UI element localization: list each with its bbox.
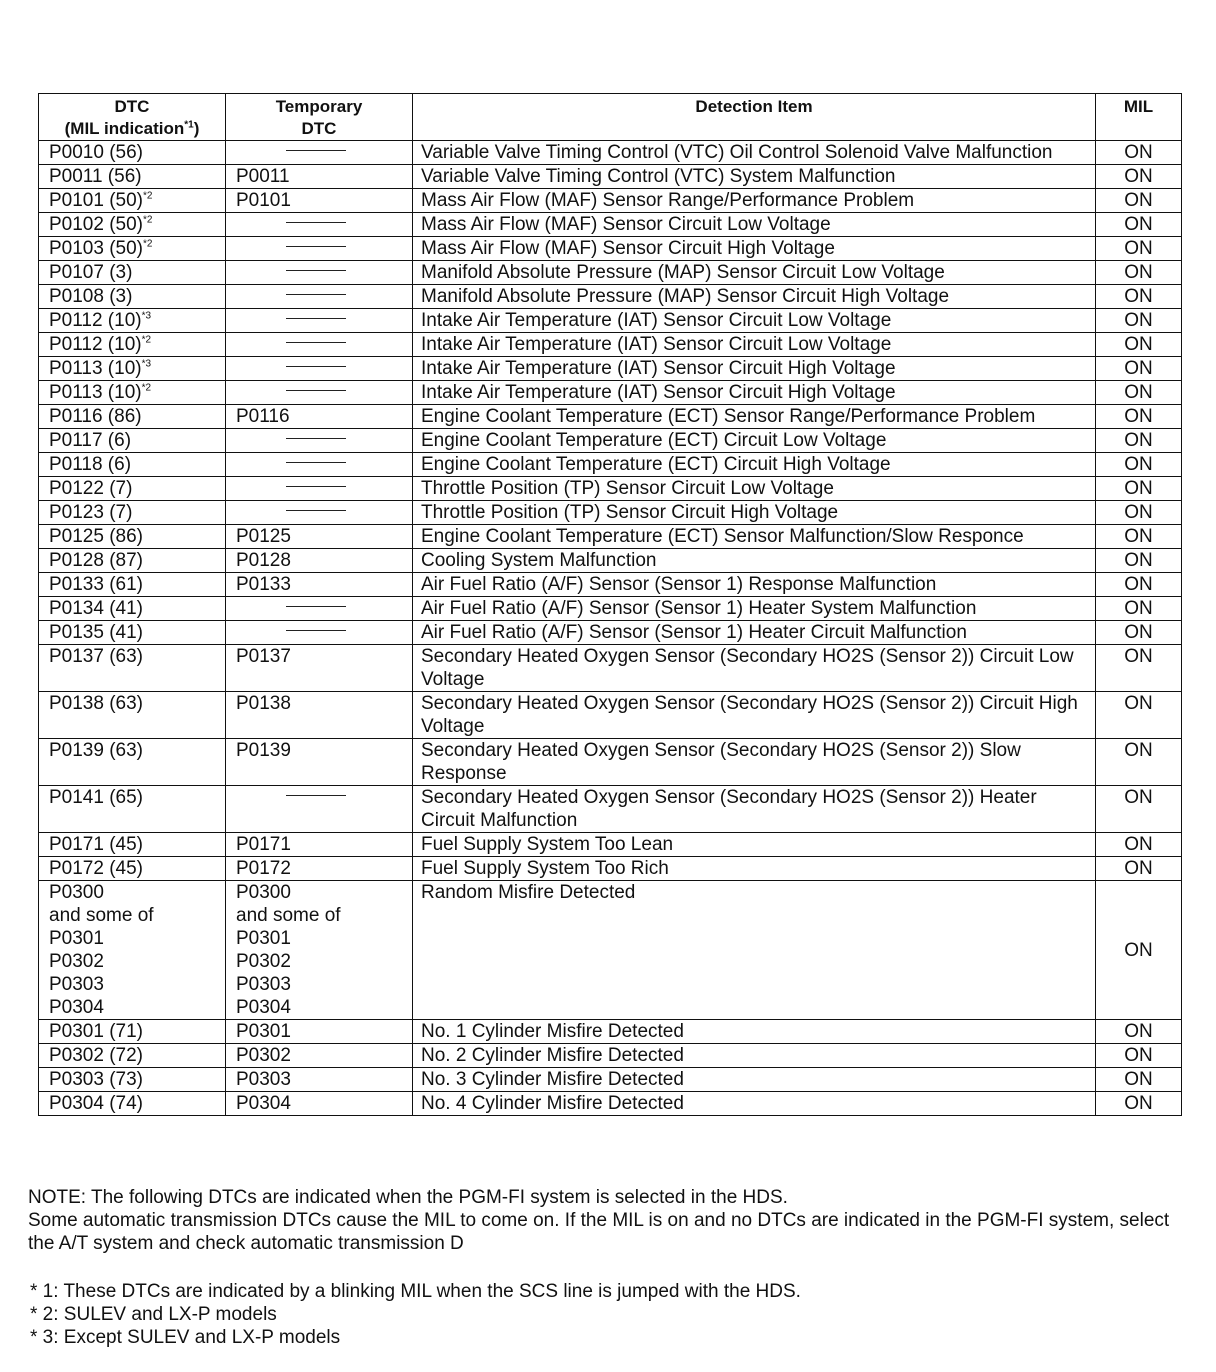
temporary-dtc-cell [226,645,413,692]
dtc-code: P0138 (63) [49,693,144,714]
temporary-dtc-code: P0171 [236,834,291,855]
no-temporary-dtc-dash [286,318,346,319]
note-line-1: NOTE: The following DTCs are indicated when the PGM-FI system is selected in the HDS. [28,1187,788,1208]
detection-item-cell: Engine Coolant Temperature (ECT) Sensor Malfunction/Slow Responce [413,525,1096,549]
no-temporary-dtc-dash [286,462,346,463]
dtc-cell [39,857,226,881]
header-dtc-superscript: *1 [184,119,194,131]
header-dtc [39,94,226,141]
temporary-dtc-code: P0302 [236,1045,291,1066]
detection-item-cell: Variable Valve Timing Control (VTC) System Malfunction [413,165,1096,189]
detection-item-cell: Mass Air Flow (MAF) Sensor Range/Performance Problem [413,189,1096,213]
dtc-cell [39,1020,226,1044]
dtc-code: P0300 and some of P0301 P0302 P0303 P0304 [49,882,154,1018]
temporary-dtc-cell [226,857,413,881]
table-row [39,381,1182,405]
detection-item-cell: Secondary Heated Oxygen Sensor (Secondary HO2S (Sensor 2)) Circuit High Voltage [413,692,1096,739]
table-row [39,573,1182,597]
dtc-code: P0139 (63) [49,740,144,761]
dtc-code: P0117 (6) [49,430,132,451]
table-row [39,357,1182,381]
dtc-code: P0172 (45) [49,858,144,879]
mil-status-cell: ON [1096,309,1182,333]
no-temporary-dtc-dash [286,606,346,607]
dtc-superscript: *3 [141,310,152,322]
header-dtc-line1: DTC [114,97,150,116]
dtc-code: P0108 (3) [49,286,133,307]
detection-item-cell: No. 2 Cylinder Misfire Detected [413,1044,1096,1068]
footnote-3: * 3: Except SULEV and LX-P models [30,1327,341,1348]
table-body [39,141,1182,1116]
footnotes [30,1280,1200,1349]
detection-item-cell: Manifold Absolute Pressure (MAP) Sensor Circuit High Voltage [413,285,1096,309]
table-row [39,141,1182,165]
header-dtc-line2-text: (MIL indication [64,119,185,138]
dtc-cell [39,213,226,237]
dtc-cell [39,786,226,833]
mil-status-cell: ON [1096,857,1182,881]
detection-item-cell: Air Fuel Ratio (A/F) Sensor (Sensor 1) Heater System Malfunction [413,597,1096,621]
dtc-cell [39,501,226,525]
dtc-cell [39,477,226,501]
dtc-cell [39,381,226,405]
no-temporary-dtc-dash [286,438,346,439]
temporary-dtc-cell [226,597,413,621]
no-temporary-dtc-dash [286,630,346,631]
temporary-dtc-cell [226,141,413,165]
dtc-cell [39,573,226,597]
temporary-dtc-cell [226,1092,413,1116]
footnote-2: * 2: SULEV and LX-P models [30,1304,277,1325]
table-row [39,621,1182,645]
no-temporary-dtc-dash [286,366,346,367]
mil-status-cell: ON [1096,786,1182,833]
temporary-dtc-cell [226,237,413,261]
detection-item-cell: Throttle Position (TP) Sensor Circuit High Voltage [413,501,1096,525]
temporary-dtc-cell [226,501,413,525]
dtc-code: P0171 (45) [49,834,144,855]
table-row [39,525,1182,549]
dtc-cell [39,645,226,692]
detection-item-cell: No. 3 Cylinder Misfire Detected [413,1068,1096,1092]
dtc-code: P0135 (41) [49,622,144,643]
table-row [39,786,1182,833]
temporary-dtc-cell [226,285,413,309]
mil-status-cell: ON [1096,165,1182,189]
dtc-cell [39,189,226,213]
dtc-cell [39,429,226,453]
no-temporary-dtc-dash [286,486,346,487]
no-temporary-dtc-dash [286,150,346,151]
mil-status-cell: ON [1096,477,1182,501]
temporary-dtc-cell [226,525,413,549]
mil-status-cell: ON [1096,237,1182,261]
detection-item-cell: Intake Air Temperature (IAT) Sensor Circuit High Voltage [413,357,1096,381]
mil-status-cell: ON [1096,381,1182,405]
dtc-code: P0303 (73) [49,1069,144,1090]
dtc-cell [39,357,226,381]
dtc-superscript: *3 [141,358,152,370]
header-mil: MIL [1096,94,1182,141]
temporary-dtc-code: P0138 [236,693,291,714]
detection-item-cell: No. 4 Cylinder Misfire Detected [413,1092,1096,1116]
table-row [39,1068,1182,1092]
dtc-cell [39,549,226,573]
mil-status-cell: ON [1096,261,1182,285]
temporary-dtc-cell [226,621,413,645]
detection-item-cell: Mass Air Flow (MAF) Sensor Circuit High Voltage [413,237,1096,261]
temporary-dtc-cell [226,165,413,189]
temporary-dtc-cell [226,477,413,501]
detection-item-cell: Engine Coolant Temperature (ECT) Circuit High Voltage [413,453,1096,477]
mil-status-cell: ON [1096,453,1182,477]
dtc-cell [39,621,226,645]
dtc-code: P0128 (87) [49,550,144,571]
dtc-superscript: *2 [143,238,153,250]
dtc-code: P0302 (72) [49,1045,144,1066]
dtc-superscript: *2 [141,382,152,394]
dtc-cell [39,881,226,1020]
dtc-code: P0122 (7) [49,478,133,499]
detection-item-cell: No. 1 Cylinder Misfire Detected [413,1020,1096,1044]
table-row [39,213,1182,237]
table-row [39,1092,1182,1116]
temporary-dtc-cell [226,261,413,285]
mil-status-cell: ON [1096,1020,1182,1044]
dtc-cell [39,165,226,189]
table-header-row [39,94,1182,141]
dtc-cell [39,405,226,429]
mil-status-cell: ON [1096,1092,1182,1116]
dtc-cell [39,597,226,621]
table-row [39,549,1182,573]
dtc-superscript: *2 [143,214,153,226]
mil-status-cell: ON [1096,597,1182,621]
table-row [39,405,1182,429]
dtc-cell [39,739,226,786]
temporary-dtc-code: P0101 [236,190,291,211]
header-temporary-line2: DTC [301,119,337,138]
table-row [39,261,1182,285]
dtc-code: P0103 (50) [49,238,144,259]
temporary-dtc-cell [226,549,413,573]
temporary-dtc-code: P0300 and some of P0301 P0302 P0303 P0304 [236,882,341,1018]
detection-item-cell: Fuel Supply System Too Lean [413,833,1096,857]
temporary-dtc-cell [226,573,413,597]
temporary-dtc-cell [226,381,413,405]
table-row [39,597,1182,621]
dtc-cell [39,833,226,857]
no-temporary-dtc-dash [286,270,346,271]
temporary-dtc-cell [226,453,413,477]
table-row [39,501,1182,525]
detection-item-cell: Engine Coolant Temperature (ECT) Circuit Low Voltage [413,429,1096,453]
dtc-table [38,93,1182,1116]
temporary-dtc-cell [226,357,413,381]
detection-item-cell: Variable Valve Timing Control (VTC) Oil Control Solenoid Valve Malfunction [413,141,1096,165]
dtc-cell [39,285,226,309]
mil-status-cell: ON [1096,141,1182,165]
temporary-dtc-cell [226,786,413,833]
mil-status-cell: ON [1096,573,1182,597]
table-row [39,285,1182,309]
mil-status-cell: ON [1096,357,1182,381]
detection-item-cell: Intake Air Temperature (IAT) Sensor Circuit Low Voltage [413,309,1096,333]
no-temporary-dtc-dash [286,510,346,511]
dtc-code: P0112 (10) [49,310,142,331]
detection-item-cell: Secondary Heated Oxygen Sensor (Secondary HO2S (Sensor 2)) Slow Response [413,739,1096,786]
mil-status-cell: ON [1096,621,1182,645]
table-row [39,1020,1182,1044]
mil-status-cell: ON [1096,285,1182,309]
temporary-dtc-cell [226,189,413,213]
table-row [39,881,1182,1020]
dtc-cell [39,1044,226,1068]
mil-status-cell: ON [1096,1044,1182,1068]
mil-status-cell: ON [1096,429,1182,453]
table-row [39,333,1182,357]
dtc-code: P0301 (71) [49,1021,144,1042]
table-row [39,237,1182,261]
table-row [39,189,1182,213]
mil-status-cell: ON [1096,1068,1182,1092]
dtc-code: P0134 (41) [49,598,144,619]
detection-item-cell: Air Fuel Ratio (A/F) Sensor (Sensor 1) Response Malfunction [413,573,1096,597]
detection-item-cell: Cooling System Malfunction [413,549,1096,573]
temporary-dtc-code: P0301 [236,1021,291,1042]
temporary-dtc-cell [226,333,413,357]
note-line-2: Some automatic transmission DTCs cause the MIL to come on. If the MIL is on and no DTCs are indicated in the PGM-FI system, select the A/T system and check automatic transmission D [28,1210,1170,1254]
note-block [28,1186,1198,1255]
detection-item-cell: Intake Air Temperature (IAT) Sensor Circuit High Voltage [413,381,1096,405]
table-row [39,1044,1182,1068]
mil-status-cell: ON [1096,405,1182,429]
no-temporary-dtc-dash [286,342,346,343]
temporary-dtc-cell [226,213,413,237]
mil-status-cell: ON [1096,549,1182,573]
detection-item-cell: Random Misfire Detected [413,881,1096,1020]
table-row [39,857,1182,881]
dtc-cell [39,525,226,549]
mil-status-cell: ON [1096,189,1182,213]
table-row [39,477,1182,501]
dtc-code: P0118 (6) [49,454,132,475]
temporary-dtc-cell [226,309,413,333]
temporary-dtc-code: P0011 [236,166,290,187]
dtc-superscript: *2 [143,190,153,202]
table-row [39,692,1182,739]
dtc-cell [39,141,226,165]
dtc-code: P0010 (56) [49,142,144,163]
dtc-cell [39,692,226,739]
table-row [39,739,1182,786]
mil-status-cell: ON [1096,525,1182,549]
dtc-cell [39,1068,226,1092]
mil-status-cell: ON [1096,739,1182,786]
dtc-superscript: *2 [141,334,152,346]
dtc-cell [39,237,226,261]
table-row [39,309,1182,333]
detection-item-cell: Throttle Position (TP) Sensor Circuit Low Voltage [413,477,1096,501]
dtc-code: P0112 (10) [49,334,142,355]
dtc-cell [39,1092,226,1116]
dtc-code: P0102 (50) [49,214,144,235]
table-row [39,165,1182,189]
temporary-dtc-cell [226,739,413,786]
table-row [39,429,1182,453]
temporary-dtc-cell [226,1044,413,1068]
temporary-dtc-code: P0304 [236,1093,291,1114]
footnote-1: * 1: These DTCs are indicated by a blinking MIL when the SCS line is jumped with the HDS. [30,1281,801,1302]
dtc-cell [39,453,226,477]
dtc-code: P0137 (63) [49,646,144,667]
dtc-cell [39,261,226,285]
temporary-dtc-cell [226,1020,413,1044]
dtc-code: P0304 (74) [49,1093,144,1114]
temporary-dtc-cell [226,692,413,739]
detection-item-cell: Secondary Heated Oxygen Sensor (Secondary HO2S (Sensor 2)) Heater Circuit Malfunction [413,786,1096,833]
mil-status-cell: ON [1096,213,1182,237]
header-dtc-close: ) [193,119,200,138]
dtc-code: P0113 (10) [49,382,142,403]
temporary-dtc-cell [226,405,413,429]
mil-status-cell: ON [1096,833,1182,857]
dtc-code: P0011 (56) [49,166,142,187]
table-row [39,645,1182,692]
dtc-cell [39,333,226,357]
header-temporary-line1: Temporary [275,97,363,116]
dtc-code: P0133 (61) [49,574,144,595]
temporary-dtc-cell [226,429,413,453]
mil-status-cell: ON [1096,692,1182,739]
dtc-cell [39,309,226,333]
detection-item-cell: Fuel Supply System Too Rich [413,857,1096,881]
dtc-code: P0141 (65) [49,787,144,808]
no-temporary-dtc-dash [286,222,346,223]
temporary-dtc-cell [226,1068,413,1092]
detection-item-cell: Engine Coolant Temperature (ECT) Sensor Range/Performance Problem [413,405,1096,429]
detection-item-cell: Mass Air Flow (MAF) Sensor Circuit Low Voltage [413,213,1096,237]
header-dtc-line2 [43,118,221,140]
detection-item-cell: Secondary Heated Oxygen Sensor (Secondary HO2S (Sensor 2)) Circuit Low Voltage [413,645,1096,692]
dtc-code: P0113 (10) [49,358,142,379]
temporary-dtc-code: P0139 [236,740,291,761]
temporary-dtc-code: P0303 [236,1069,291,1090]
mil-status-cell: ON [1096,645,1182,692]
mil-status-cell: ON [1096,333,1182,357]
table-row [39,833,1182,857]
temporary-dtc-code: P0133 [236,574,291,595]
temporary-dtc-cell [226,881,413,1020]
detection-item-cell: Manifold Absolute Pressure (MAP) Sensor Circuit Low Voltage [413,261,1096,285]
dtc-code: P0123 (7) [49,502,133,523]
no-temporary-dtc-dash [286,294,346,295]
dtc-code: P0101 (50) [49,190,144,211]
mil-status-cell: ON [1096,501,1182,525]
no-temporary-dtc-dash [286,246,346,247]
table-row [39,453,1182,477]
dtc-code: P0116 (86) [49,406,142,427]
no-temporary-dtc-dash [286,390,346,391]
temporary-dtc-code: P0137 [236,646,291,667]
dtc-code: P0107 (3) [49,262,133,283]
detection-item-cell: Air Fuel Ratio (A/F) Sensor (Sensor 1) Heater Circuit Malfunction [413,621,1096,645]
detection-item-cell: Intake Air Temperature (IAT) Sensor Circuit Low Voltage [413,333,1096,357]
header-temporary-dtc [226,94,413,141]
no-temporary-dtc-dash [286,795,346,796]
temporary-dtc-code: P0116 [236,406,290,427]
header-detection-item: Detection Item [413,94,1096,141]
temporary-dtc-code: P0172 [236,858,291,879]
temporary-dtc-code: P0128 [236,550,291,571]
dtc-code: P0125 (86) [49,526,144,547]
temporary-dtc-code: P0125 [236,526,291,547]
temporary-dtc-cell [226,833,413,857]
mil-status-cell: ON [1096,881,1182,1020]
